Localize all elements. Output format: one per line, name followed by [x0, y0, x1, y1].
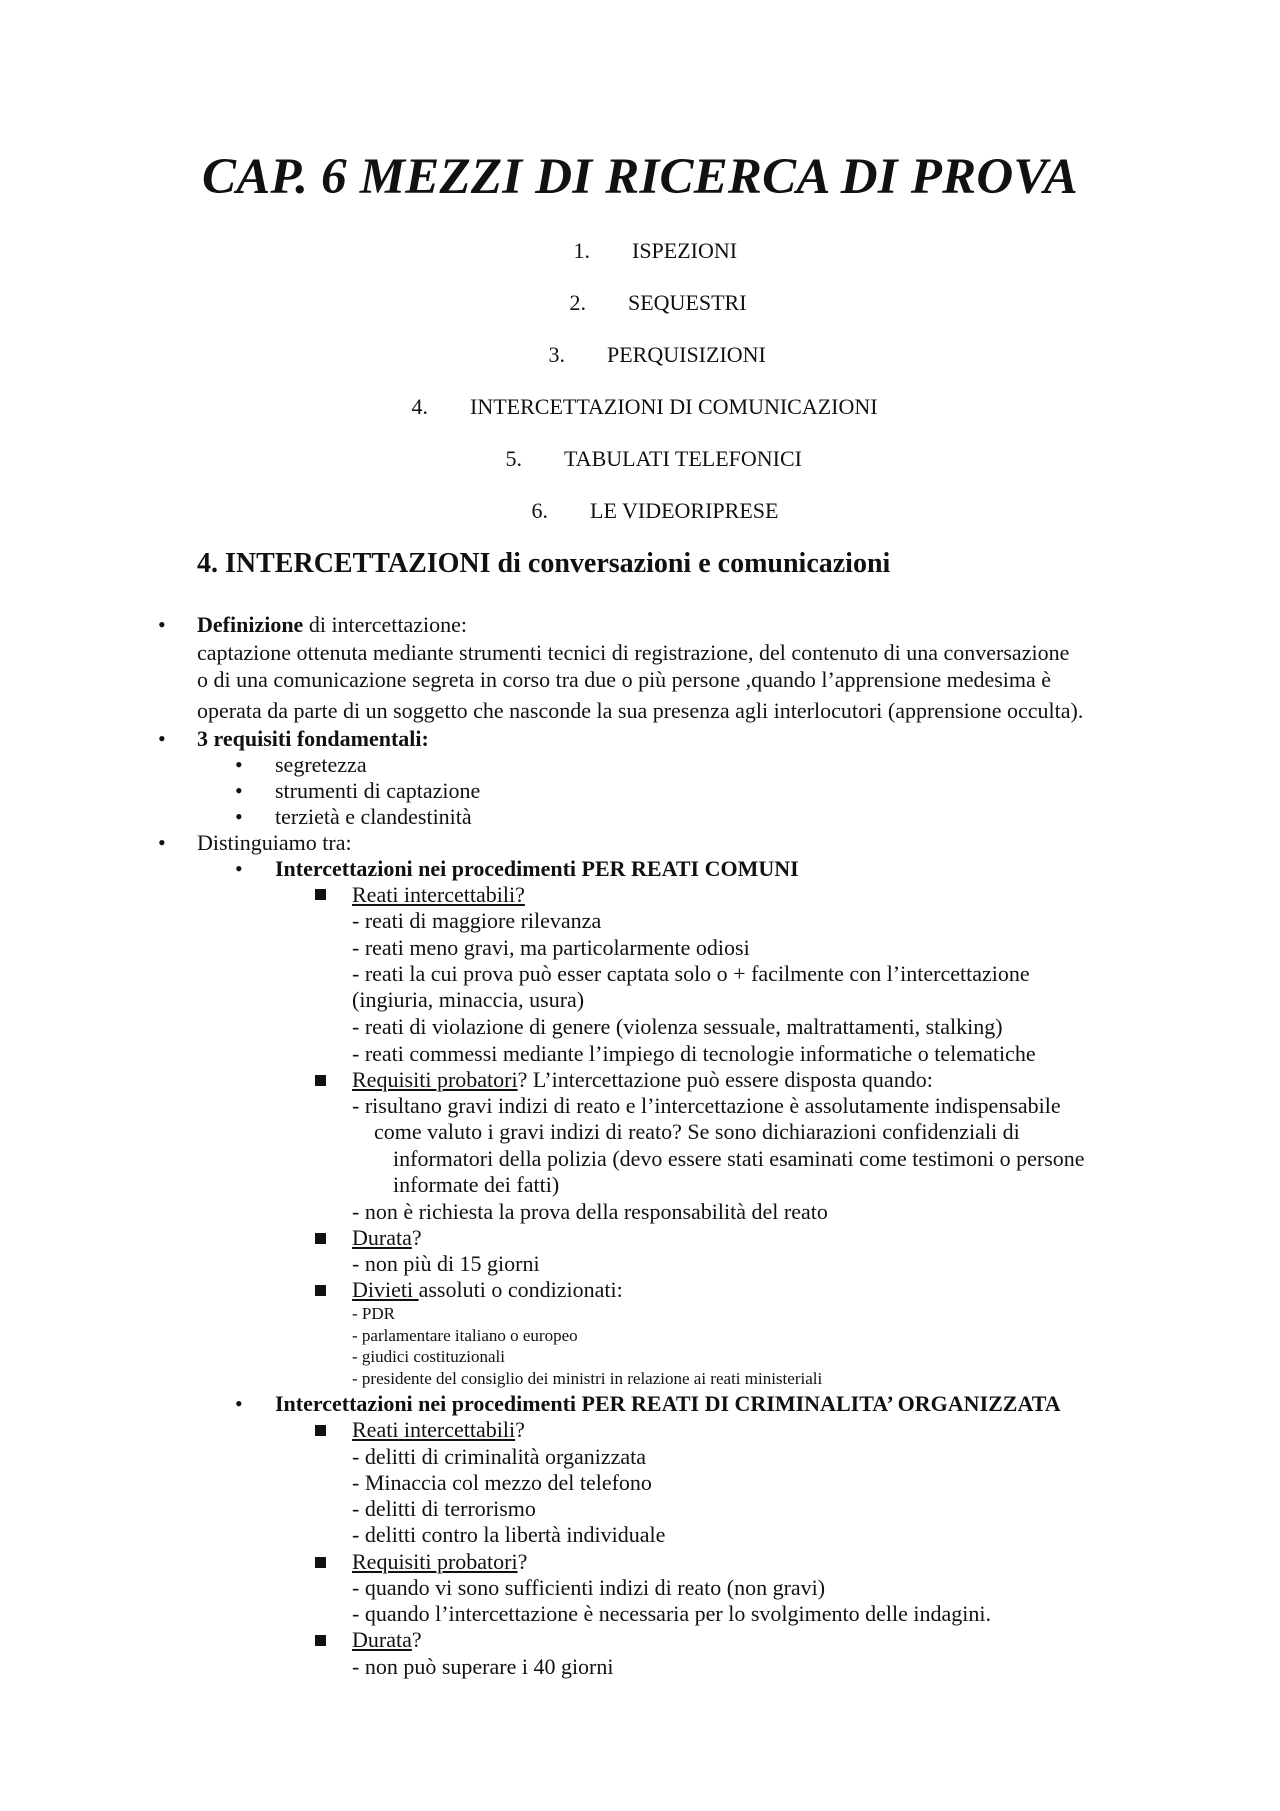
organizzata-durata-underlined: Durata	[352, 1627, 412, 1652]
definition-rest: di intercettazione:	[303, 612, 468, 637]
organizzata-heading: Intercettazioni nei procedimenti PER REATI DI CRIMINALITA’ ORGANIZZATA	[275, 1391, 1061, 1416]
comuni-divieti-rest: assoluti o condizionati:	[418, 1277, 623, 1302]
bullet-icon: •	[235, 752, 243, 777]
square-bullet-icon	[315, 1075, 326, 1086]
bullet-icon: •	[235, 778, 243, 803]
requisiti-item: terzietà e clandestinità	[275, 804, 472, 829]
square-bullet-icon	[315, 1233, 326, 1244]
comuni-divieti-underlined: Divieti	[352, 1277, 419, 1302]
comuni-durata-rest: ?	[411, 1225, 422, 1250]
organizzata-probatori-line: - quando l’intercettazione è necessaria per lo svolgimento delle indagini.	[352, 1601, 991, 1626]
section-heading: 4. INTERCETTAZIONI di conversazioni e comunicazioni	[197, 548, 891, 579]
toc-label: INTERCETTAZIONI DI COMUNICAZIONI	[470, 394, 878, 419]
comuni-divieti-line: - PDR	[352, 1304, 395, 1323]
definition-label	[197, 614, 467, 636]
distinguiamo-text: Distinguiamo tra:	[197, 830, 352, 855]
square-bullet-icon	[315, 1557, 326, 1568]
comuni-reati-line: (ingiuria, minaccia, usura)	[352, 987, 585, 1012]
comuni-heading: Intercettazioni nei procedimenti PER REATI COMUNI	[275, 856, 799, 881]
comuni-durata-label	[352, 1227, 422, 1249]
square-bullet-icon	[315, 1285, 326, 1296]
comuni-probatori-line: come valuto i gravi indizi di reato? Se sono dichiarazioni confidenziali di	[374, 1119, 1020, 1144]
toc-label: ISPEZIONI	[632, 238, 738, 263]
comuni-reati-label: Reati intercettabili?	[352, 882, 525, 907]
organizzata-reati-line: - delitti contro la libertà individuale	[352, 1522, 666, 1547]
toc-number: 2.	[569, 290, 586, 315]
bullet-icon: •	[158, 830, 166, 855]
toc-label: TABULATI TELEFONICI	[564, 446, 802, 471]
toc-number: 3.	[548, 342, 565, 367]
toc-item	[569, 290, 747, 316]
comuni-reati-line: - reati commessi mediante l’impiego di tecnologie informatiche o telematiche	[352, 1041, 1036, 1066]
requisiti-item: segretezza	[275, 752, 367, 777]
organizzata-probatori-line: - quando vi sono sufficienti indizi di reato (non gravi)	[352, 1575, 826, 1600]
definition-text-line: o di una comunicazione segreta in corso tra due o più persone ,quando l’apprensione medesima è	[197, 667, 1052, 692]
organizzata-probatori-label	[352, 1551, 527, 1573]
organizzata-reati-underlined: Reati intercettabili	[352, 1417, 516, 1442]
comuni-divieti-line: - parlamentare italiano o europeo	[352, 1326, 578, 1345]
definition-text-line: operata da parte di un soggetto che nasconde la sua presenza agli interlocutori (apprensione occulta).	[197, 698, 1084, 723]
comuni-durata-underlined: Durata	[352, 1225, 412, 1250]
comuni-probatori-line: - risultano gravi indizi di reato e l’intercettazione è assolutamente indispensabile	[352, 1093, 1061, 1118]
organizzata-reati-rest: ?	[515, 1417, 525, 1442]
organizzata-probatori-rest: ?	[517, 1549, 528, 1574]
square-bullet-icon	[315, 889, 326, 900]
comuni-probatori-rest: ? L’intercettazione può essere disposta quando:	[517, 1067, 933, 1092]
requisiti-item: strumenti di captazione	[275, 778, 481, 803]
toc-item	[573, 238, 738, 264]
comuni-reati-line: - reati la cui prova può esser captata solo o + facilmente con l’intercettazione	[352, 961, 1030, 986]
toc-number: 4.	[411, 394, 428, 419]
toc-item	[505, 446, 802, 472]
toc-number: 1.	[573, 238, 590, 263]
comuni-divieti-line: - giudici costituzionali	[352, 1347, 505, 1366]
comuni-divieti-label	[352, 1279, 623, 1301]
square-bullet-icon	[315, 1635, 326, 1646]
toc-item	[548, 342, 766, 368]
toc-number: 5.	[505, 446, 522, 471]
organizzata-reati-label	[352, 1419, 525, 1441]
toc-label: LE VIDEORIPRESE	[590, 498, 779, 523]
bullet-icon: •	[235, 856, 243, 881]
requisiti-heading: 3 requisiti fondamentali:	[197, 726, 429, 751]
comuni-probatori-line: - non è richiesta la prova della responsabilità del reato	[352, 1199, 828, 1224]
comuni-durata-line: - non più di 15 giorni	[352, 1251, 540, 1276]
comuni-probatori-underlined: Requisiti probatori	[352, 1067, 518, 1092]
organizzata-probatori-underlined: Requisiti probatori	[352, 1549, 518, 1574]
bullet-icon: •	[235, 1391, 243, 1416]
comuni-probatori-line: informate dei fatti)	[393, 1172, 560, 1197]
comuni-probatori-line: informatori della polizia (devo essere stati esaminati come testimoni o persone	[393, 1146, 1085, 1171]
chapter-title: CAP. 6 MEZZI DI RICERCA DI PROVA	[201, 149, 1078, 205]
comuni-divieti-line: - presidente del consiglio dei ministri in relazione ai reati ministeriali	[352, 1369, 823, 1388]
comuni-probatori-label	[352, 1069, 933, 1091]
bullet-icon: •	[158, 726, 166, 751]
comuni-reati-line: - reati meno gravi, ma particolarmente odiosi	[352, 935, 750, 960]
organizzata-durata-line: - non può superare i 40 giorni	[352, 1654, 614, 1679]
bullet-icon: •	[158, 612, 166, 637]
comuni-reati-line: - reati di maggiore rilevanza	[352, 908, 602, 933]
bullet-icon: •	[235, 804, 243, 829]
definition-text-line: captazione ottenuta mediante strumenti tecnici di registrazione, del contenuto di una conversazione	[197, 640, 1070, 665]
organizzata-durata-rest: ?	[411, 1627, 422, 1652]
square-bullet-icon	[315, 1425, 326, 1436]
organizzata-reati-line: - delitti di criminalità organizzata	[352, 1444, 647, 1469]
toc-item	[531, 498, 779, 524]
definition-bold: Definizione	[197, 612, 304, 637]
toc-label: SEQUESTRI	[628, 290, 747, 315]
comuni-reati-line: - reati di violazione di genere (violenza sessuale, maltrattamenti, stalking)	[352, 1014, 1003, 1039]
toc-number: 6.	[531, 498, 548, 523]
toc-item	[411, 394, 878, 420]
organizzata-reati-line: - Minaccia col mezzo del telefono	[352, 1470, 652, 1495]
toc-label: PERQUISIZIONI	[607, 342, 766, 367]
organizzata-reati-line: - delitti di terrorismo	[352, 1496, 536, 1521]
organizzata-durata-label	[352, 1629, 422, 1651]
